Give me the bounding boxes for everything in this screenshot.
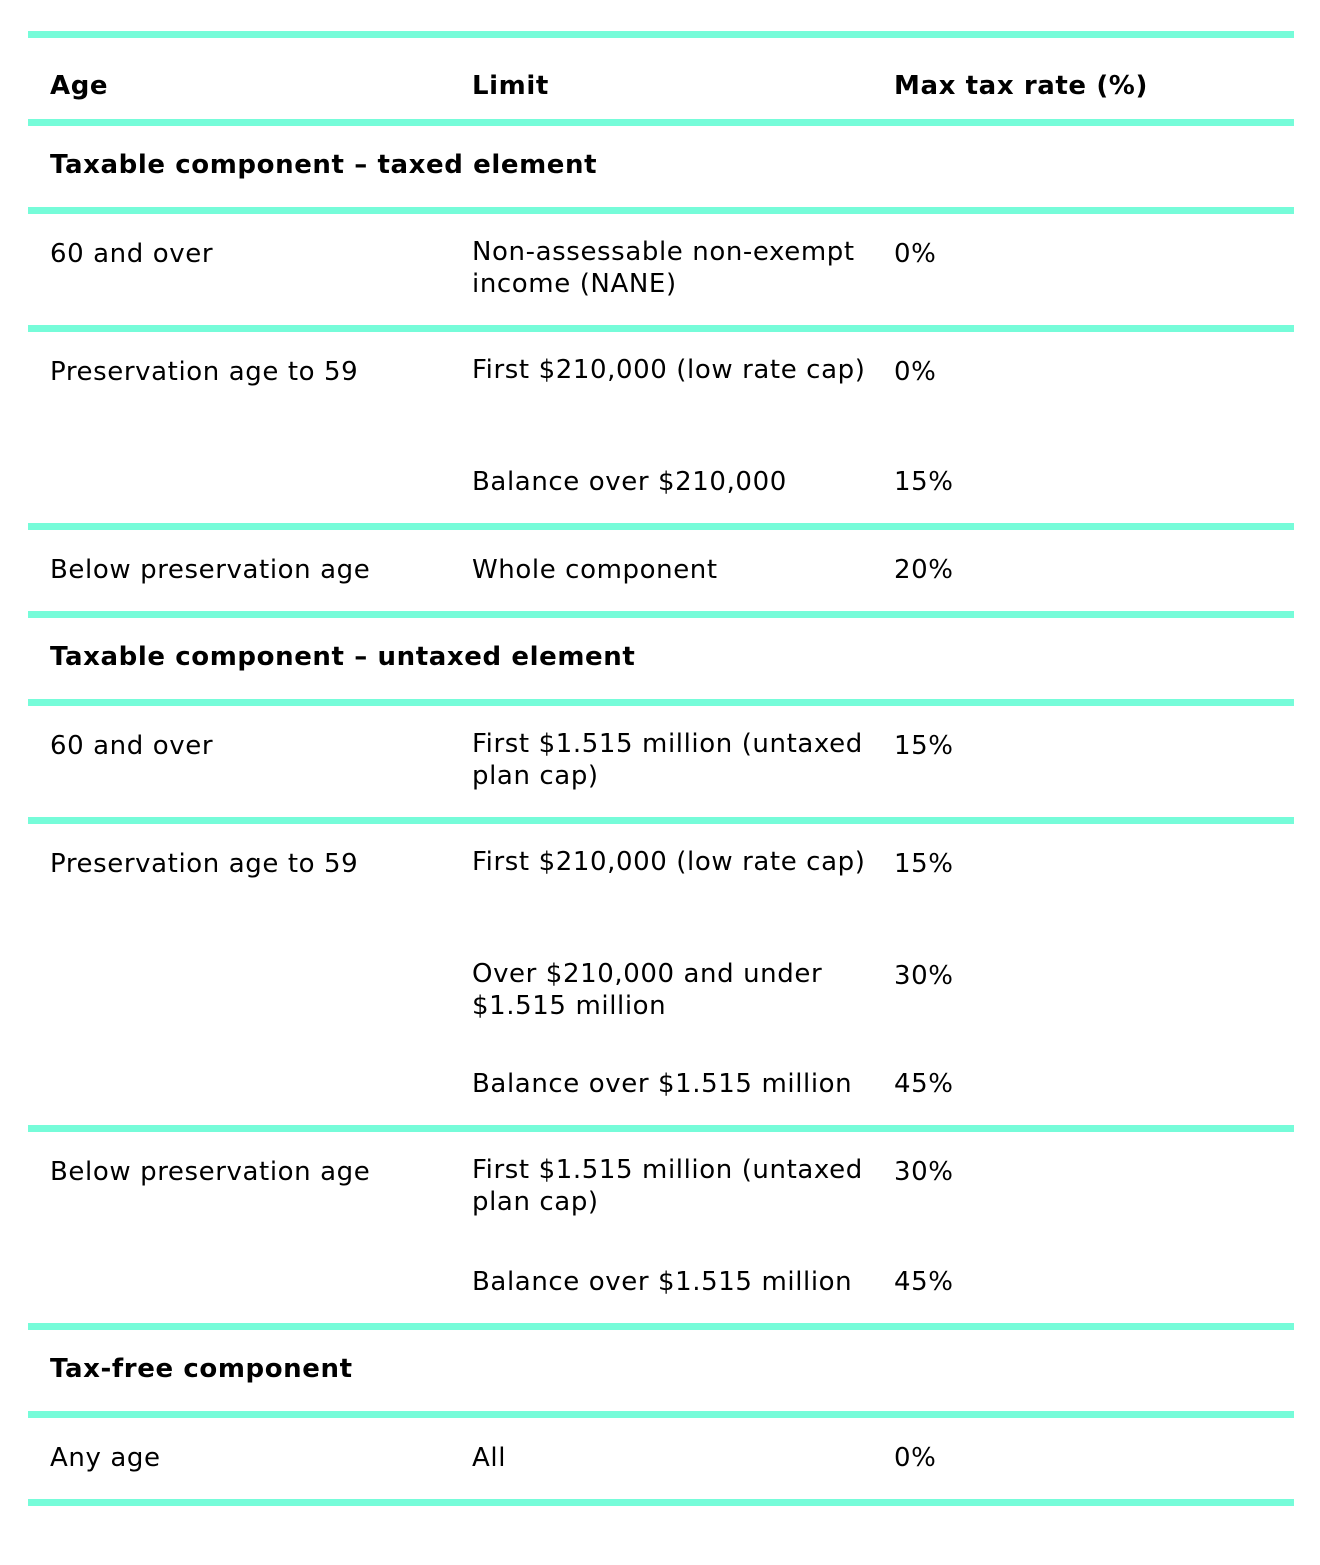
rate-cell: 45% bbox=[894, 1069, 954, 1099]
table-row bbox=[28, 706, 1294, 817]
age-cell: Preservation age to 59 bbox=[50, 357, 359, 387]
tax-rate-table bbox=[28, 31, 1294, 1506]
rate-cell: 0% bbox=[894, 357, 937, 387]
rate-cell: 15% bbox=[894, 849, 954, 879]
table-rule bbox=[28, 1125, 1294, 1132]
table-row bbox=[28, 1418, 1294, 1499]
table-rule bbox=[28, 325, 1294, 332]
rate-cell: 30% bbox=[894, 961, 954, 991]
limit-cell: Over $210,000 and under $1.515 million bbox=[472, 959, 823, 1021]
table-rule bbox=[28, 817, 1294, 824]
age-cell: Below preservation age bbox=[50, 1157, 371, 1187]
age-cell: Below preservation age bbox=[50, 555, 371, 585]
rate-cell: 15% bbox=[894, 467, 954, 497]
table-rule bbox=[28, 31, 1294, 38]
table-row bbox=[28, 1132, 1294, 1323]
age-cell: Preservation age to 59 bbox=[50, 849, 359, 879]
rate-cell: 0% bbox=[894, 1443, 937, 1473]
table-rule bbox=[28, 699, 1294, 706]
section-title: Taxable component – taxed element bbox=[50, 150, 598, 180]
header-limit: Limit bbox=[472, 71, 549, 101]
rate-cell: 45% bbox=[894, 1267, 954, 1297]
rate-cell: 15% bbox=[894, 731, 954, 761]
section-title: Tax-free component bbox=[50, 1354, 353, 1384]
limit-cell: Balance over $1.515 million bbox=[472, 1069, 853, 1099]
table-rule bbox=[28, 119, 1294, 126]
limit-cell: Non-assessable non-exempt income (NANE) bbox=[472, 237, 855, 299]
table-header-row bbox=[28, 38, 1294, 119]
table-row bbox=[28, 824, 1294, 1125]
limit-cell: First $1.515 million (untaxed plan cap) bbox=[472, 1155, 863, 1217]
limit-cell: Balance over $1.515 million bbox=[472, 1267, 853, 1297]
table-rule bbox=[28, 1411, 1294, 1418]
table-row bbox=[28, 530, 1294, 611]
limit-cell: First $1.515 million (untaxed plan cap) bbox=[472, 729, 863, 791]
limit-cell: First $210,000 (low rate cap) bbox=[472, 355, 866, 385]
section-heading bbox=[28, 126, 1294, 207]
limit-cell: Whole component bbox=[472, 555, 718, 585]
table-row bbox=[28, 332, 1294, 523]
table-rule bbox=[28, 207, 1294, 214]
age-cell: 60 and over bbox=[50, 239, 214, 269]
table-rule bbox=[28, 611, 1294, 618]
limit-cell: First $210,000 (low rate cap) bbox=[472, 847, 866, 877]
rate-cell: 0% bbox=[894, 239, 937, 269]
table-rule bbox=[28, 1323, 1294, 1330]
section-heading bbox=[28, 618, 1294, 699]
age-cell: 60 and over bbox=[50, 731, 214, 761]
section-title: Taxable component – untaxed element bbox=[50, 642, 636, 672]
header-max-tax-rate: Max tax rate (%) bbox=[894, 71, 1148, 101]
rate-cell: 20% bbox=[894, 555, 954, 585]
limit-cell: All bbox=[472, 1443, 507, 1473]
table-rule bbox=[28, 523, 1294, 530]
limit-cell: Balance over $210,000 bbox=[472, 467, 787, 497]
header-age: Age bbox=[50, 71, 109, 101]
section-heading bbox=[28, 1330, 1294, 1411]
age-cell: Any age bbox=[50, 1443, 161, 1473]
table-rule bbox=[28, 1499, 1294, 1506]
table-row bbox=[28, 214, 1294, 325]
rate-cell: 30% bbox=[894, 1157, 954, 1187]
